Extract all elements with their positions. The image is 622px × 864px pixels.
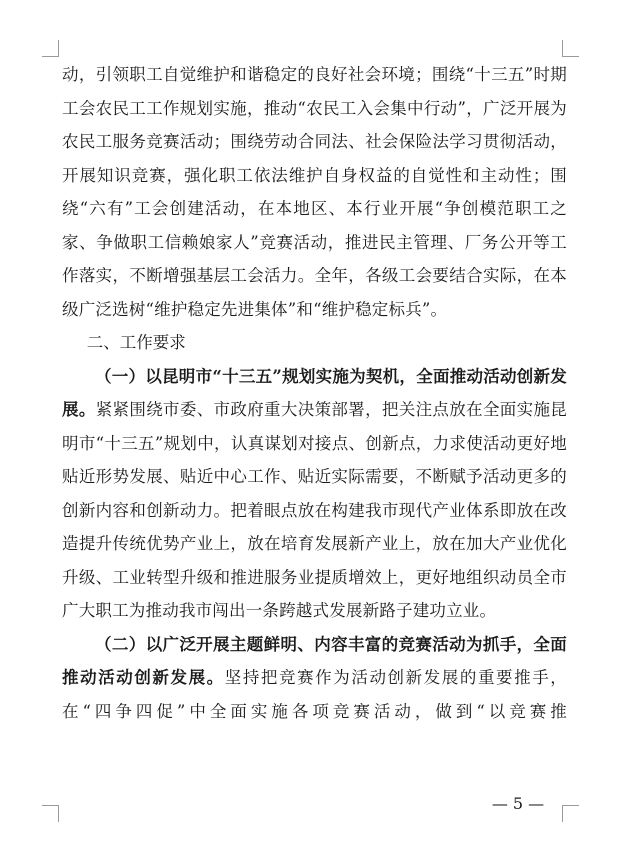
crop-mark-top-right xyxy=(562,40,579,57)
paragraph-continuation: 动，引领职工自觉维护和谐稳定的良好社会环境；围绕“十三五”时期工会农民工工作规划实施，推动“农民工入会集中行动”，广泛开展为农民工服务竞赛活动；围绕劳动合同法、社会保险法学习贯彻活动，开展知识竞赛，强化职工依法维护自身权益的自觉性和主动性；围绕“六有”工会创建活动，在本地区、本行业开展“争创模范职工之家、争做职工信赖娘家人”竞赛活动，推进民主管理、厂务公开等工作落实，不断增强基层工会活力。全年，各级工会要结合实际，在本级广泛选树“维护稳定先进集体”和“维护稳定标兵”。 xyxy=(62,65,567,319)
paragraph-requirement-1 xyxy=(62,360,567,628)
crop-mark-top-left xyxy=(42,40,59,57)
paragraph-requirement-2 xyxy=(62,628,567,729)
document-body xyxy=(62,58,567,728)
crop-mark-bottom-right xyxy=(562,805,579,822)
requirement-1-title: （一）以昆明市“十三五”规划实施为契机，全面推动活动创新发展。 xyxy=(62,366,567,419)
crop-mark-bottom-left xyxy=(42,805,59,822)
page-number: — 5 — xyxy=(491,794,545,813)
requirement-2-text: 坚持把竞赛作为活动创新发展的重要推手，在“四争四促”中全面实施各项竞赛活动，做到“以竞赛推 xyxy=(62,668,567,721)
section-heading-work-requirements: 二、工作要求 xyxy=(86,333,186,352)
requirement-2-title: （二）以广泛开展主题鲜明、内容丰富的竞赛活动为抓手，全面推动活动创新发展。 xyxy=(62,634,567,687)
requirement-1-text: 紧紧围绕市委、市政府重大决策部署，把关注点放在全面实施昆明市“十三五”规划中，认真谋划对接点、创新点，力求使活动更好地贴近形势发展、贴近中心工作、贴近实际需要，不断赋予活动更多的创新内容和创新动力。把着眼点放在构建我市现代产业体系即放在改造提升传统优势产业上，放在培育发展新产业上，放在加大产业优化升级、工业转型升级和推进服务业提质增效上，更好地组织动员全市广大职工为推动我市闯出一条跨越式发展新路子建功立业。 xyxy=(62,400,567,620)
